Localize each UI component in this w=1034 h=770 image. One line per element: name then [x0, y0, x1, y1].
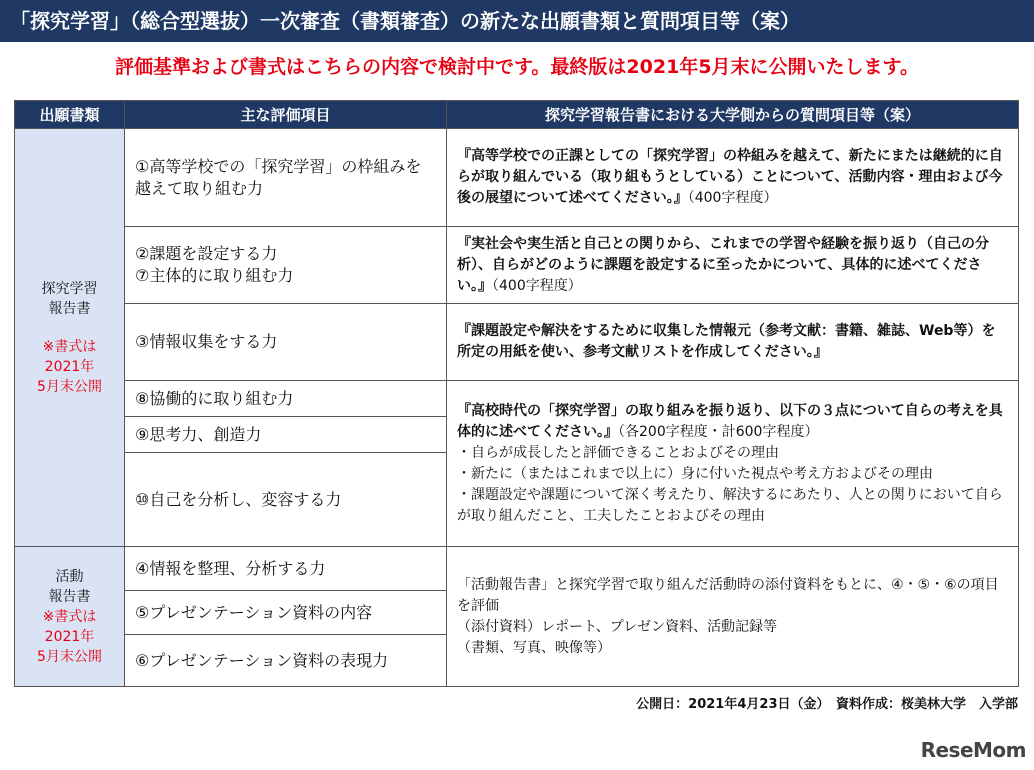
criterion-item: ⑩自己を分析し、変容する力: [125, 453, 447, 547]
notice-text: 評価基準および書式はこちらの内容で検討中です。最終版は2021年5月末に公開いたします。: [114, 56, 920, 78]
header-documents: 出願書類: [15, 101, 125, 129]
question-line: （添付資料）レポート、プレゼン資料、活動記録等: [457, 618, 778, 635]
table-row: [15, 304, 1019, 381]
page-title: 「探究学習」（総合型選抜）一次審査（書類審査）の新たな出願書類と質問項目等（案）: [0, 0, 1034, 42]
question-bullet: ・課題設定や課題について深く考えたり、解決するにあたり、人との関りにおいて自らが取り組んだこと、工夫したことおよびその理由: [457, 486, 1003, 524]
format-note: ※書式は: [42, 608, 97, 625]
doc-name: 報告書: [48, 588, 91, 605]
table-row: [15, 129, 1019, 227]
header-questions: 探究学習報告書における大学側からの質問項目等（案）: [447, 101, 1019, 129]
format-note: 5月末公開: [37, 648, 102, 665]
format-note: 2021年: [44, 628, 95, 645]
table-row: [15, 381, 1019, 417]
question-text: 『高等学校での正課としての「探究学習」の枠組みを越えて、新たにまたは継続的に自らが取り組んでいる（取り組もうとしている）ことについて、活動内容・理由および今後の展望について述べてください。』: [457, 148, 1003, 206]
format-note: 2021年: [44, 358, 95, 375]
question-length: （400字程度）: [687, 190, 778, 206]
criterion-item: ⑧協働的に取り組む力: [125, 381, 447, 417]
question-text: 『高校時代の「探究学習」の取り組みを振り返り、以下の３点について自らの考えを具体的に述べてください。』: [457, 402, 1003, 440]
question-bullet: ・新たに（またはこれまで以上に）身に付いた視点や考え方およびその理由: [457, 465, 933, 482]
header-criteria: 主な評価項目: [125, 101, 447, 129]
table-header-row: [15, 101, 1019, 129]
question-cell: [447, 227, 1019, 304]
question-text: 『課題設定や解決をするために収集した情報元（参考文献：書籍、雑誌、Web等）を所定の用紙を使い、参考文献リストを作成してください。』: [457, 323, 996, 360]
question-bullet: ・自らが成長したと評価できることおよびその理由: [457, 444, 779, 461]
format-note: ※書式は: [42, 338, 97, 355]
question-line: （書類、写真、映像等）: [457, 639, 611, 656]
question-cell: [447, 129, 1019, 227]
question-length: （400字程度）: [492, 277, 582, 294]
question-cell: [447, 381, 1019, 547]
criterion-item: ②課題を設定する力: [135, 244, 278, 263]
criterion-item: ⑥プレゼンテーション資料の表現力: [125, 635, 447, 687]
format-note: 5月末公開: [37, 378, 102, 395]
criterion-item: ③情報収集をする力: [125, 304, 447, 381]
criterion-item: ⑨思考力、創造力: [125, 417, 447, 453]
question-cell: [447, 547, 1019, 687]
criterion-item: ⑦主体的に取り組む力: [135, 266, 294, 285]
application-documents-table: [14, 100, 1019, 687]
question-cell: [447, 304, 1019, 381]
table-row: [15, 227, 1019, 304]
question-line: 「活動報告書」と探究学習で取り組んだ活動時の添付資料をもとに、④・⑤・⑥の項目を評価: [457, 576, 999, 614]
doc-cell-research-report: [15, 129, 125, 547]
criterion-cell: [125, 227, 447, 304]
criterion-item: ④情報を整理、分析する力: [125, 547, 447, 591]
resemom-logo: ReseMom: [920, 738, 1026, 762]
criterion-item: ⑤プレゼンテーション資料の内容: [125, 591, 447, 635]
publication-info: 公開日：2021年4月23日（金） 資料作成：桜美林大学 入学部: [636, 697, 1018, 712]
question-length: （各200字程度・計600字程度）: [618, 423, 819, 440]
question-text: 『実社会や実生活と自己との関りから、これまでの学習や経験を振り返り（自己の分析）、自らがどのように課題を設定するに至ったかについて、具体的に述べてください。』: [457, 235, 989, 294]
doc-name: 活動: [55, 568, 84, 585]
table-row: [15, 547, 1019, 591]
doc-name: 探究学習: [41, 280, 98, 297]
criterion-item: ①高等学校での「探究学習」の枠組みを越えて取り組む力: [125, 129, 447, 227]
doc-name: 報告書: [48, 300, 91, 317]
doc-cell-activity-report: [15, 547, 125, 687]
